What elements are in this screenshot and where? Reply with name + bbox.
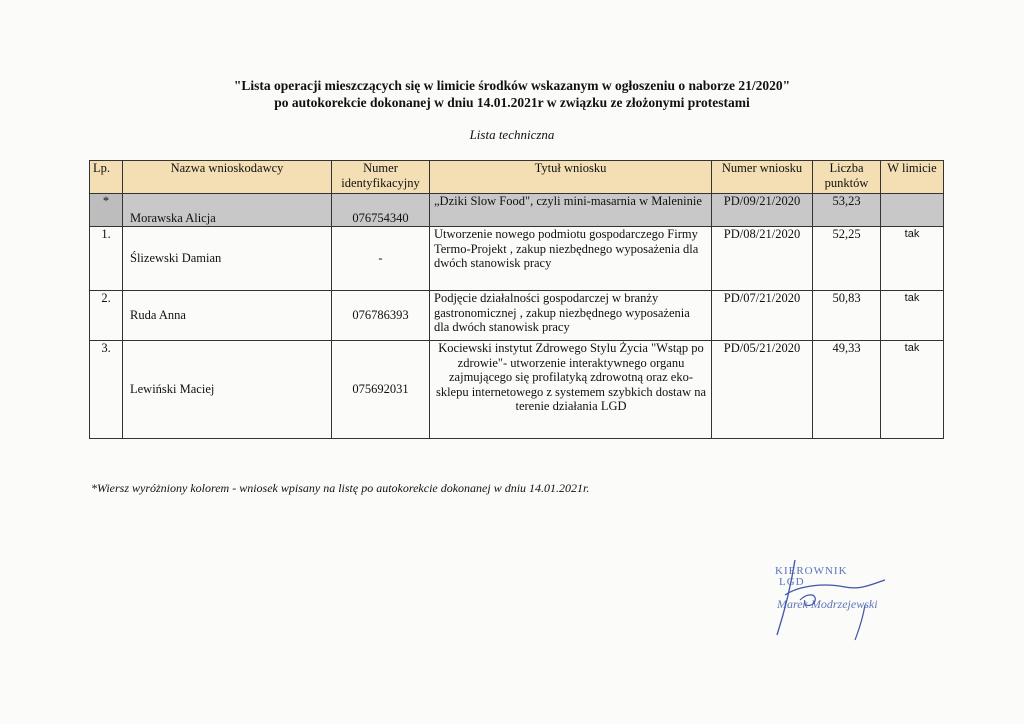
cell-points: 53,23 <box>813 194 881 227</box>
cell-limit: tak <box>881 291 944 341</box>
cell-name: Ruda Anna <box>123 291 332 341</box>
cell-id: 076786393 <box>332 291 430 341</box>
header-id: Numer identyfikacyjny <box>332 161 430 194</box>
signature-stamp <box>745 555 915 645</box>
cell-title: Kociewski instytut Zdrowego Stylu Życia "Wstąp po zdrowie"- utworzenie interaktywnego organu zajmującego się profilatyką zdrowotną oraz eko-sklepu internetowego z systemem szybkich dostaw na terenie działania LGD <box>430 341 712 439</box>
cell-name: Ślizewski Damian <box>123 227 332 291</box>
cell-limit <box>881 194 944 227</box>
operations-table <box>89 160 944 439</box>
table-row <box>90 291 944 341</box>
stamp-line-3: Marek Modrzejewski <box>777 597 878 611</box>
header-name: Nazwa wnioskodawcy <box>123 161 332 194</box>
cell-id: - <box>332 227 430 291</box>
cell-number: PD/07/21/2020 <box>712 291 813 341</box>
table-header-row <box>90 161 944 194</box>
document-subtitle: Lista techniczna <box>469 127 555 142</box>
document-title <box>0 77 1024 111</box>
header-title: Tytuł wniosku <box>430 161 712 194</box>
cell-name: Lewiński Maciej <box>123 341 332 439</box>
table-row <box>90 227 944 291</box>
cell-points: 52,25 <box>813 227 881 291</box>
footnote: *Wiersz wyróżniony kolorem - wniosek wpisany na listę po autokorekcie dokonanej w dniu 14.01.2021r. <box>91 481 590 495</box>
cell-number: PD/05/21/2020 <box>712 341 813 439</box>
cell-lp: 3. <box>90 341 123 439</box>
cell-id: 076754340 <box>332 194 430 227</box>
header-points: Liczba punktów <box>813 161 881 194</box>
header-limit: W limicie <box>881 161 944 194</box>
header-lp: Lp. <box>90 161 123 194</box>
cell-points: 50,83 <box>813 291 881 341</box>
handwritten-signature <box>745 555 915 645</box>
header-number: Numer wniosku <box>712 161 813 194</box>
stamp-line-2: LGD <box>779 576 805 588</box>
cell-title: „Dziki Slow Food", czyli mini-masarnia w Maleninie <box>430 194 712 227</box>
cell-points: 49,33 <box>813 341 881 439</box>
cell-id: 075692031 <box>332 341 430 439</box>
cell-lp: * <box>90 194 123 227</box>
cell-name: Morawska Alicja <box>123 194 332 227</box>
cell-number: PD/08/21/2020 <box>712 227 813 291</box>
cell-limit: tak <box>881 227 944 291</box>
cell-title: Podjęcie działalności gospodarczej w branży gastronomicznej , zakup niezbędnego wyposażenia dla dwóch stanowisk pracy <box>430 291 712 341</box>
title-line-2: po autokorekcie dokonanej w dniu 14.01.2021r w związku ze złożonymi protestami <box>274 95 750 110</box>
stamp-line-1: KIEROWNIK <box>775 565 848 577</box>
cell-number: PD/09/21/2020 <box>712 194 813 227</box>
table-row <box>90 341 944 439</box>
cell-lp: 2. <box>90 291 123 341</box>
cell-lp: 1. <box>90 227 123 291</box>
table-row-highlighted <box>90 194 944 227</box>
cell-limit: tak <box>881 341 944 439</box>
cell-title: Utworzenie nowego podmiotu gospodarczego Firmy Termo-Projekt , zakup niezbędnego wyposażenia dla dwóch stanowisk pracy <box>430 227 712 291</box>
title-line-1: "Lista operacji mieszczących się w limicie środków wskazanym w ogłoszeniu o naborze 21/2020" <box>233 78 791 93</box>
